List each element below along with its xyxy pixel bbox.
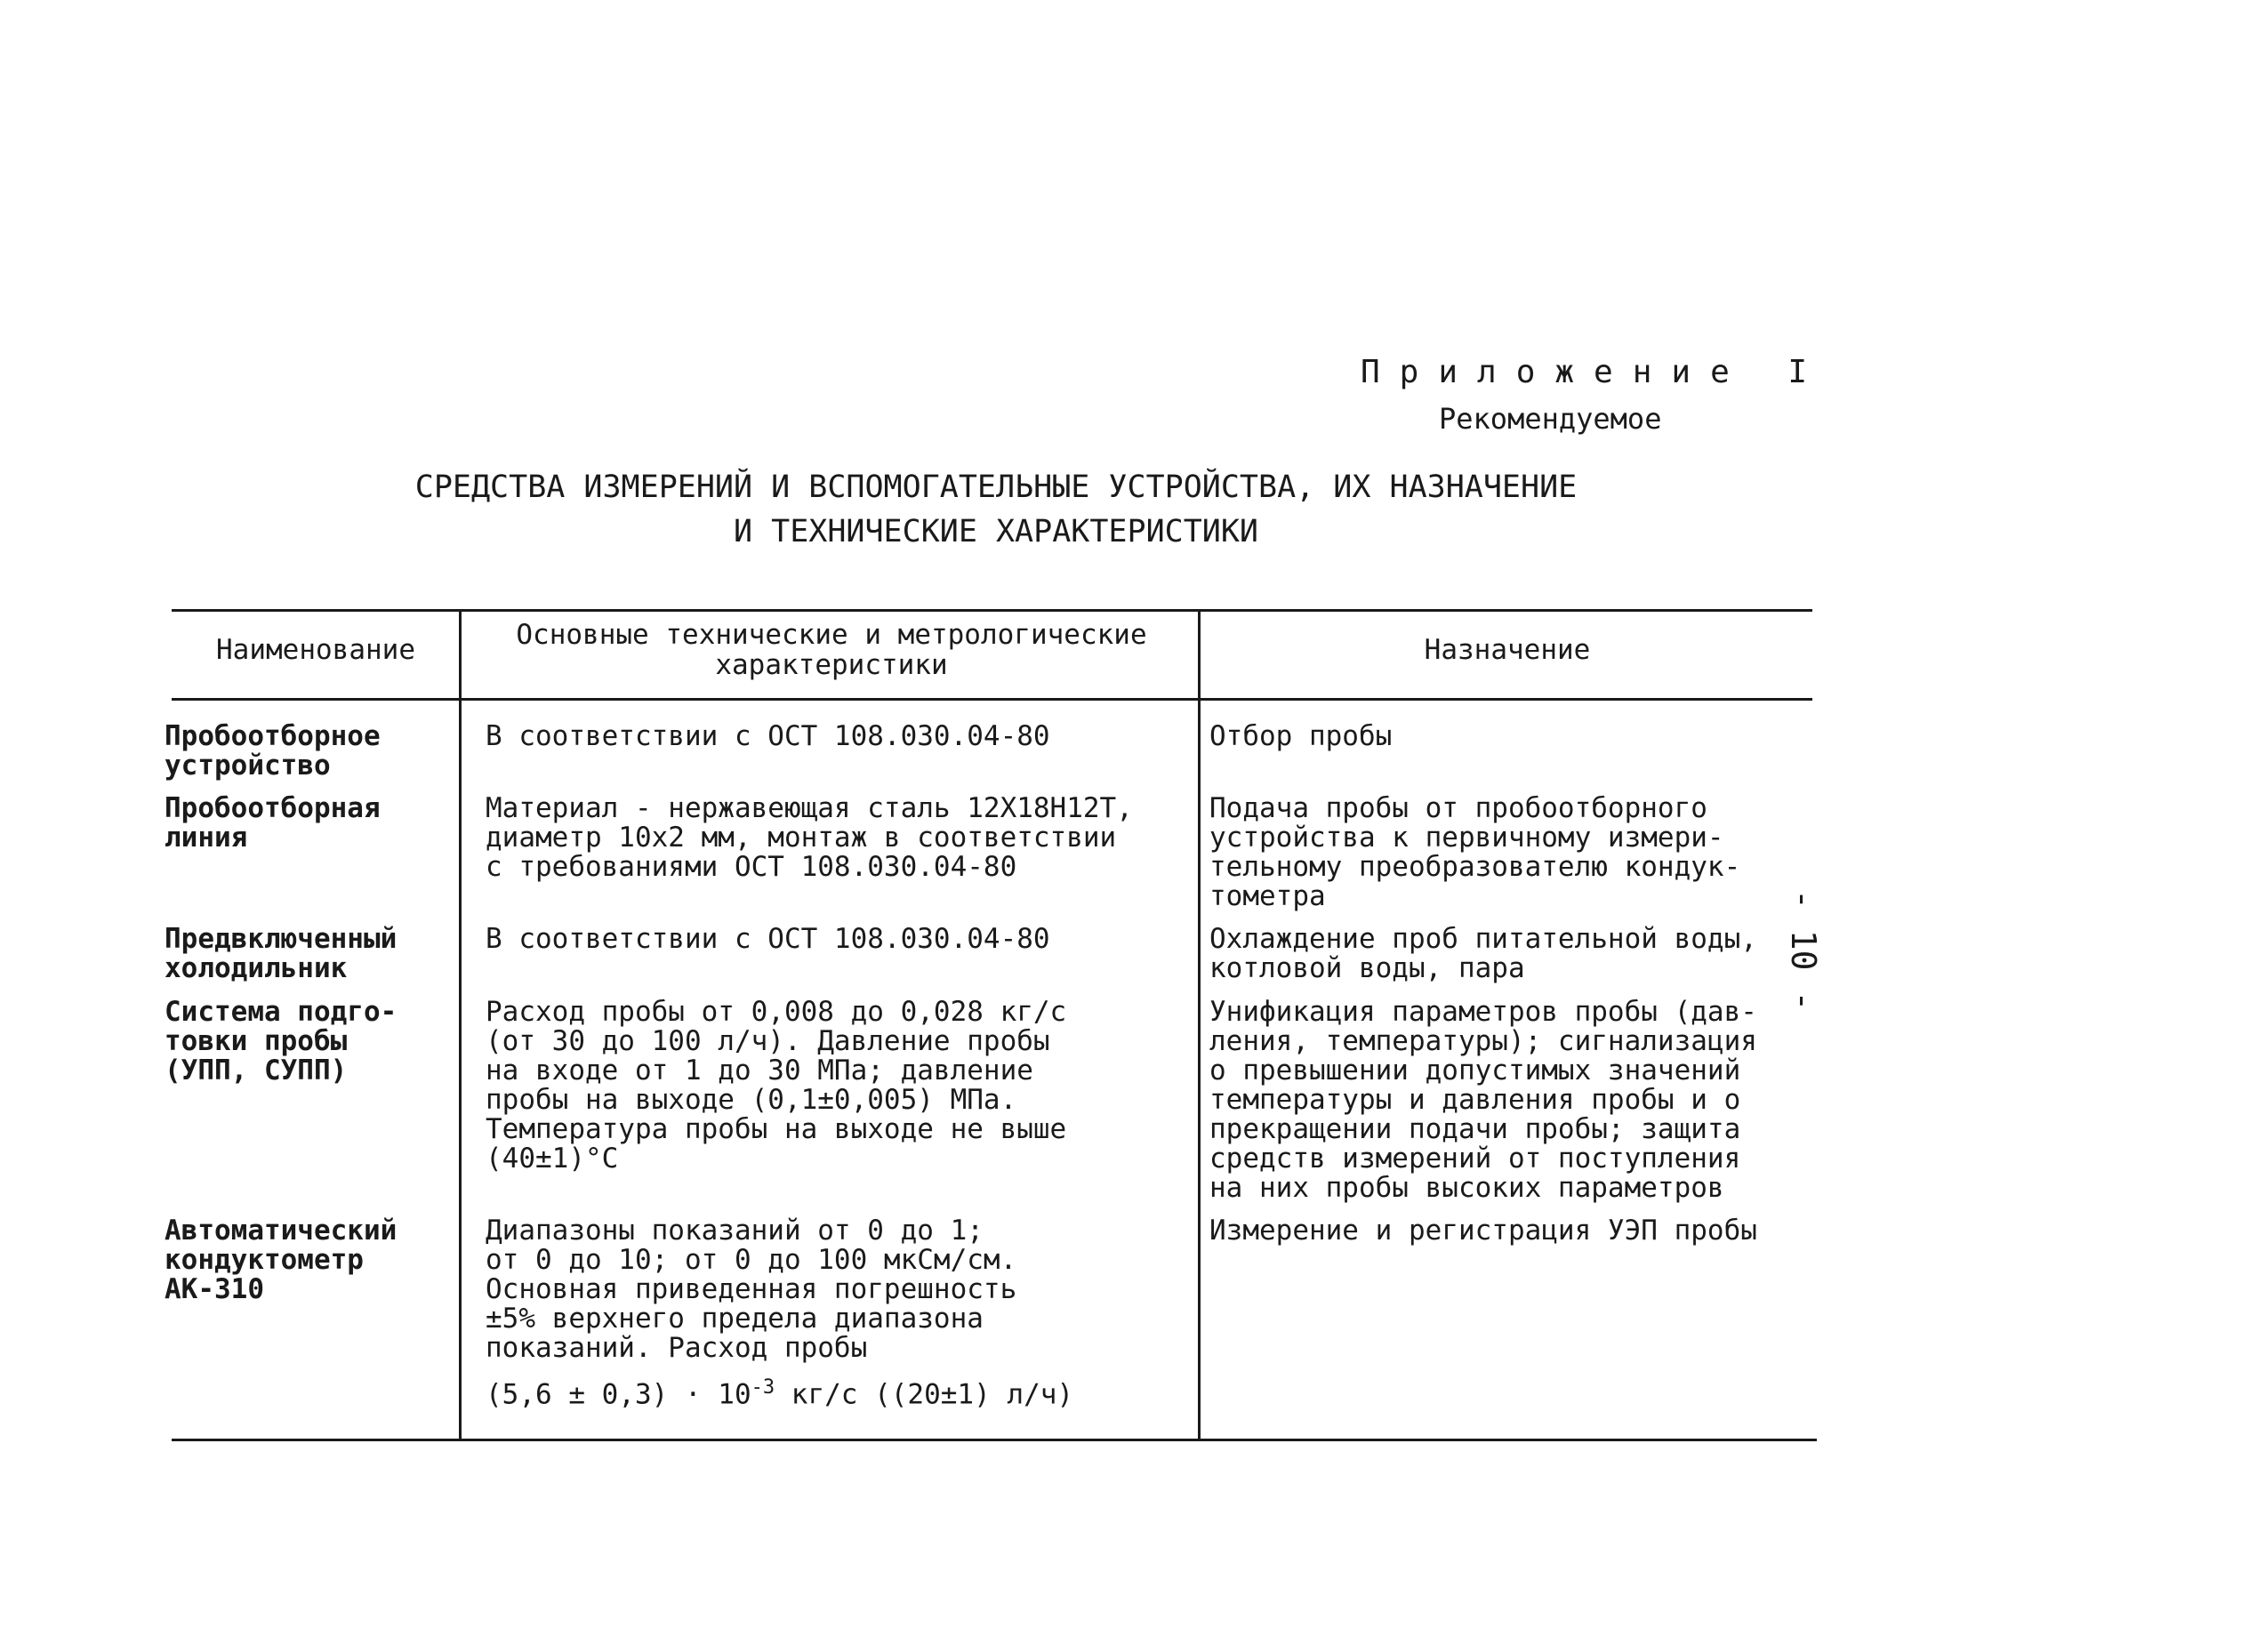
table-row-4-purpose: Унификация параметров пробы (дав- ления, температуры); сигнализация о превышении допустимых значений температуры и давления пробы и о прекращении подачи пробы; защита средств измерений от поступления на них пробы высоких параметров	[1209, 996, 1757, 1204]
column-header-name: Наименование	[216, 634, 415, 666]
table-row-1-specs: В соответствии с ОСТ 108.030.04-80	[486, 720, 1050, 752]
column-divider-2	[1198, 609, 1201, 1440]
table-row-2-purpose: Подача пробы от пробоотборного устройства к первичному измери- тельному преобразователю кондук- тометра	[1209, 792, 1741, 912]
document-title-line-2: И ТЕХНИЧЕСКИЕ ХАРАКТЕРИСТИКИ	[733, 514, 1258, 549]
table-row-4-name: Система подго- товки пробы (УПП, СУПП)	[165, 996, 398, 1087]
document-title-line-1: СРЕДСТВА ИЗМЕРЕНИЙ И ВСПОМОГАТЕЛЬНЫЕ УСТРОЙСТВА, ИХ НАЗНАЧЕНИЕ	[414, 469, 1578, 505]
table-row-5-formula	[486, 1373, 1073, 1409]
table-top-rule	[172, 609, 1812, 612]
column-header-specs: Основные технические и метрологические характеристики	[516, 619, 1147, 681]
formula-part-a: (5,6 ± 0,3) · 10	[486, 1378, 751, 1411]
table-row-4-specs: Расход пробы от 0,008 до 0,028 кг/с (от 30 до 100 л/ч). Давление пробы на входе от 1 до 30 МПа; давление пробы на выходе (0,1±0,005) МПа. Температура пробы на выходе не выше (40±1)°С	[486, 996, 1067, 1175]
table-row-3-name: Предвключенный холодильник	[165, 923, 398, 984]
column-divider-1	[459, 609, 462, 1440]
formula-exponent: -3	[751, 1376, 775, 1399]
appendix-status: Рекомендуемое	[1439, 402, 1662, 436]
column-header-purpose: Назначение	[1424, 634, 1591, 666]
table-row-2-specs: Материал - нержавеющая сталь 12Х18Н12Т, диаметр 10х2 мм, монтаж в соответствии с требованиями ОСТ 108.030.04-80	[486, 792, 1133, 883]
table-header-rule	[172, 698, 1812, 701]
table-row-1-name: Пробоотборное устройство	[165, 720, 381, 782]
appendix-label: Приложение I	[1361, 354, 1827, 390]
table-row-3-specs: В соответствии с ОСТ 108.030.04-80	[486, 923, 1050, 955]
page-number: - 10 -	[1784, 889, 1823, 1012]
table-row-1-purpose: Отбор пробы	[1209, 720, 1393, 752]
table-row-3-purpose: Охлаждение проб питательной воды, котловой воды, пара	[1209, 923, 1757, 984]
table-row-5-name: Автоматический кондуктометр АК-310	[165, 1215, 398, 1305]
table-bottom-rule	[172, 1439, 1817, 1441]
formula-part-b: кг/с ((20±1) л/ч)	[775, 1378, 1074, 1411]
table-row-5-specs: Диапазоны показаний от 0 до 1; от 0 до 10; от 0 до 100 мкСм/см. Основная приведенная погрешность ±5% верхнего предела диапазона показаний. Расход пробы	[486, 1215, 1017, 1364]
table-row-2-name: Пробоотборная линия	[165, 792, 381, 854]
table-row-5-purpose: Измерение и регистрация УЭП пробы	[1209, 1215, 1757, 1247]
